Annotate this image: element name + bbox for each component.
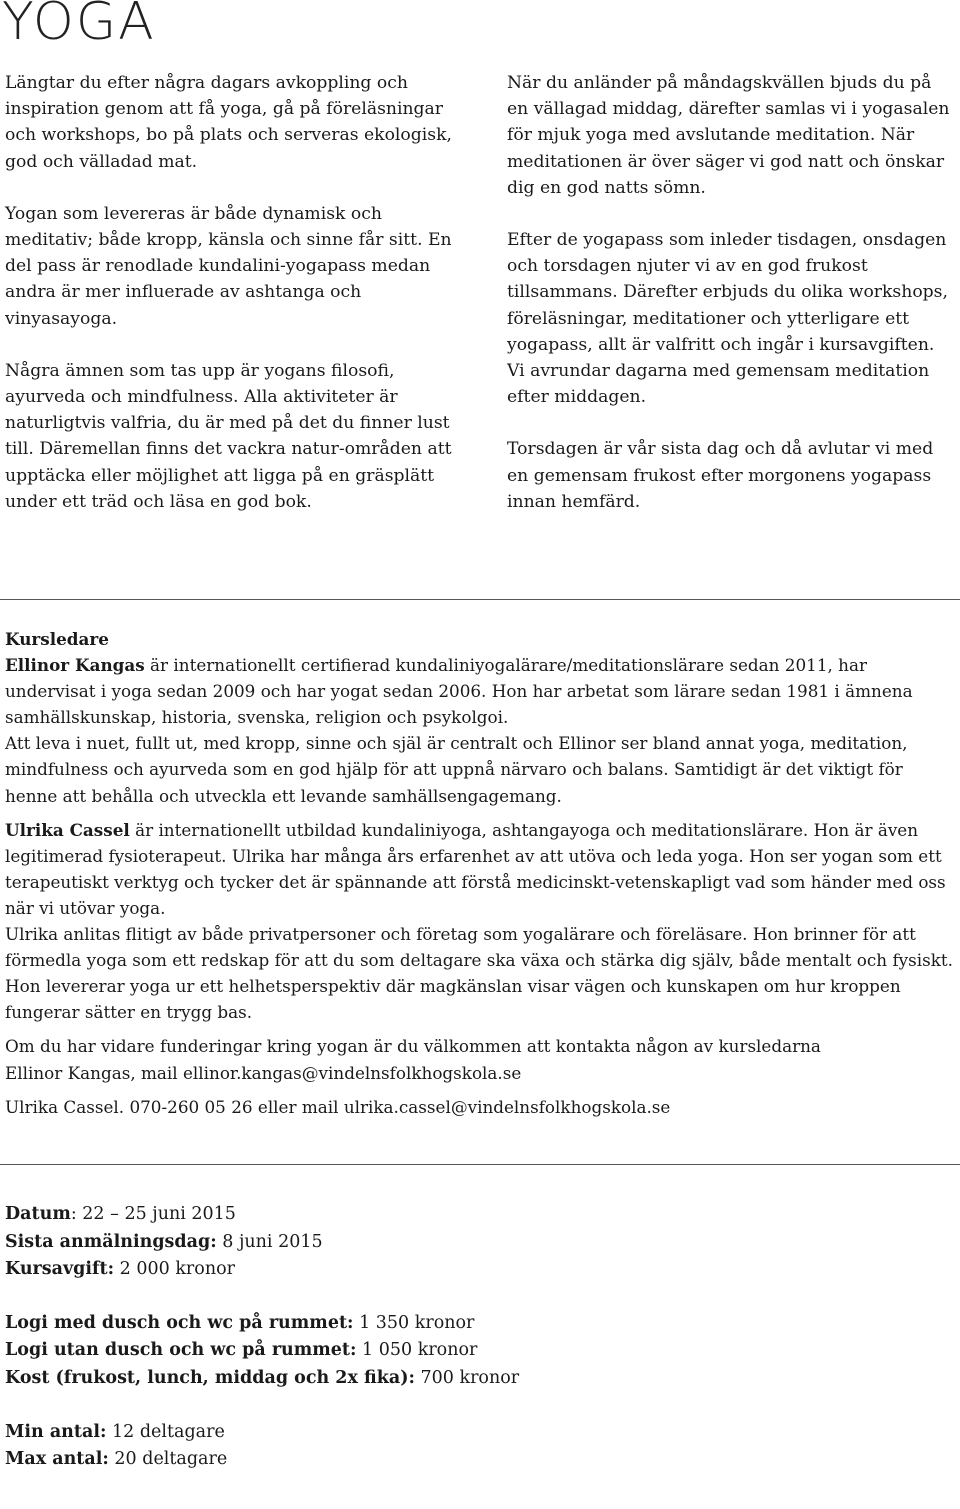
fact-value: 12 deltagare [106,1421,225,1442]
fact-label: Logi med dusch och wc på rummet: [5,1312,354,1333]
leader-bio [5,652,955,730]
dates-fees-group [5,1201,955,1284]
fact-value: 700 kronor [414,1367,520,1388]
fact-value: 1 350 kronor [353,1312,475,1333]
intro-paragraph: Efter de yogapass som inleder tisdagen, onsdagen och torsdagen njuter vi av en god frukost tillsammans. Därefter erbjuds du olika workshops, föreläsningar, meditationer och ytterligare ett yogapass, allt är valfritt och ingår i kursavgiften. Vi avrundar dagarna med gemensam meditation efter middagen. [507,230,948,408]
page-title: YOGA [2,0,156,52]
leader-name: Ellinor Kangas [5,655,145,676]
leader-name: Ulrika Cassel [5,819,130,840]
intro-paragraph: När du anländer på måndagskvällen bjuds du på en vällagad middag, därefter samlas vi i yogasalen för mjuk yoga med avslutande meditation. När meditationen är över säger vi god natt och önskar dig en god natts sömn. [507,73,950,198]
leader-bio-text: Att leva i nuet, fullt ut, med kropp, sinne och själ är centralt och Ellinor ser bland annat yoga, meditation, mindfulness och ayurveda som en god hjälp för att uppnå närvaro och balans. Samtidigt är det viktigt för henne att behålla och utveckla ett levande samhällsengagemang. [5,733,908,806]
fact-value: 8 juni 2015 [216,1231,323,1252]
fact-label: Kost (frukost, lunch, middag och 2x fika): [5,1367,415,1388]
section-heading: Kursledare [5,629,109,649]
leader-bio-text: är internationellt certifierad kundaliniyogalärare/meditationslärare sedan 2011, har undervisat i yoga sedan 2009 och har yogat sedan 2006. Hon har arbetat som lärare sedan 1981 i ämnena samhällskunskap, historia, svenska, religion och psykolgoi. [5,655,913,728]
fact-row-min [5,1419,955,1447]
fact-label: Min antal: [5,1421,107,1442]
section-divider [0,599,960,600]
fact-value: 1 050 kronor [356,1340,478,1361]
contact-ellinor: Ellinor Kangas, mail ellinor.kangas@vindelnsfolkhogskola.se [5,1062,522,1083]
intro-right-column [507,70,957,541]
leader-bio-text: är internationellt utbildad kundaliniyoga, ashtangayoga och meditationslärare. Hon är även legitimerad fysioterapeut. Ulrika har många års erfarenhet av att utöva och leda yoga. Hon ser yogan som ett terapeutiskt verktyg och tycker det är spännande att förstå medicinskt-vetenskapligt vad som händer med oss när vi utövar yoga. [5,819,946,918]
contact-ulrika: Ulrika Cassel. 070-260 05 26 eller mail ulrika.cassel@vindelnsfolkhogskola.se [5,1096,671,1117]
fact-value: 20 deltagare [108,1449,228,1470]
fact-row-kost [5,1365,955,1393]
fact-row-logi-utan [5,1337,955,1365]
fact-row-logi-med [5,1310,955,1338]
fact-label: Kursavgift: [5,1259,115,1280]
lodging-group [5,1310,955,1393]
contact-intro: Om du har vidare funderingar kring yogan är du välkommen att kontakta någon av kursledarna [5,1036,821,1057]
course-facts-section [5,1201,955,1474]
fact-label: Max antal: [5,1449,109,1470]
intro-paragraph: Torsdagen är vår sista dag och då avlutar vi med en gemensam frukost efter morgonens yogapass innan hemfärd. [507,439,934,512]
fact-row-sista [5,1229,955,1257]
course-leaders-section [5,626,955,1120]
leader-bio-text: Ulrika anlitas flitigt av både privatpersoner och företag som yogalärare och föreläsare. Hon brinner för att förmedla yoga som ett redskap för att du som deltagare ska växa och stärka dig själv, både mentalt och fysiskt. Hon levererar yoga ur ett helhetsperspektiv där magkänslan visar vägen och kunskapen om hur kroppen fungerar sätter en trygg bas. [5,924,953,1023]
fact-value: : 22 – 25 juni 2015 [70,1204,236,1224]
fact-row-max [5,1446,955,1474]
fact-label: Datum [5,1204,71,1224]
fact-value: 2 000 kronor [114,1259,235,1280]
fact-row-datum [5,1201,955,1229]
participants-group [5,1419,955,1474]
fact-label: Sista anmälningsdag: [5,1231,217,1252]
intro-left-column [5,70,455,541]
intro-paragraph: Några ämnen som tas upp är yogans filosofi, ayurveda och mindfulness. Alla aktiviteter är naturligtvis valfria, du är med på det du finner lust till. Däremellan finns det vackra natur-områden att upptäcka eller möjlighet att ligga på en gräsplätt under ett träd och läsa en god bok. [5,360,452,512]
intro-paragraph: Yogan som levereras är både dynamisk och meditativ; både kropp, känsla och sinne får sitt. En del pass är renodlade kundalini-yogapass medan andra är mer influerade av ashtanga och vinyasayoga. [5,203,452,329]
leader-bio [5,817,955,921]
fact-row-kursavgift [5,1256,955,1284]
section-divider [0,1164,960,1165]
fact-label: Logi utan dusch och wc på rummet: [5,1340,357,1361]
intro-paragraph: Längtar du efter några dagars avkoppling och inspiration genom att få yoga, gå på föreläsningar och workshops, bo på plats och serveras ekologisk, god och välladad mat. [5,73,452,172]
